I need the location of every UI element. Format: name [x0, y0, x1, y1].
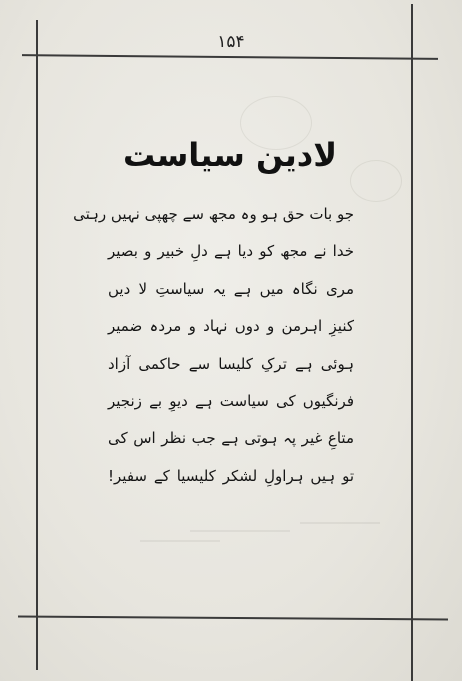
verse-line-2: خدا نے مجھ کو دیا ہے دلِ خبیر و بصیر: [108, 242, 354, 261]
verse-line-1: جو بات حق ہو وہ مجھ سے چھپی نہیں رہتی: [73, 205, 354, 223]
poem-title: لادین سیاست: [122, 136, 338, 174]
verse-line-5: ہوئی ہے ترکِ کلیسا سے حاکمی آزاد: [108, 354, 354, 373]
left-border-line: [36, 20, 38, 670]
verse-line-7: متاعِ غیر پہ ہوتی ہے جب نظر اس کی: [108, 429, 354, 448]
bottom-rule: [18, 615, 448, 620]
page-number: ۱۵۴: [217, 32, 245, 52]
verse-line-3: مری نگاہ میں ہے یہ سیاستِ لا دیں: [108, 279, 354, 298]
top-rule: [22, 54, 438, 59]
show-through-text: [300, 522, 380, 524]
show-through-text: [140, 540, 220, 542]
right-border-line: [411, 4, 413, 681]
verse-line-6: فرنگیوں کی سیاست ہے دیوِ بے زنجیر: [108, 391, 354, 410]
show-through-ornament: [350, 160, 402, 202]
verse-line-4: کنیزِ اہرمن و دوں نہاد و مردہ ضمیر: [108, 317, 354, 336]
poem-verses: [73, 196, 354, 495]
verse-line-8: تو ہیں ہراولِ لشکر کلیسیا کے سفیر!: [108, 466, 354, 485]
show-through-text: [190, 530, 290, 532]
